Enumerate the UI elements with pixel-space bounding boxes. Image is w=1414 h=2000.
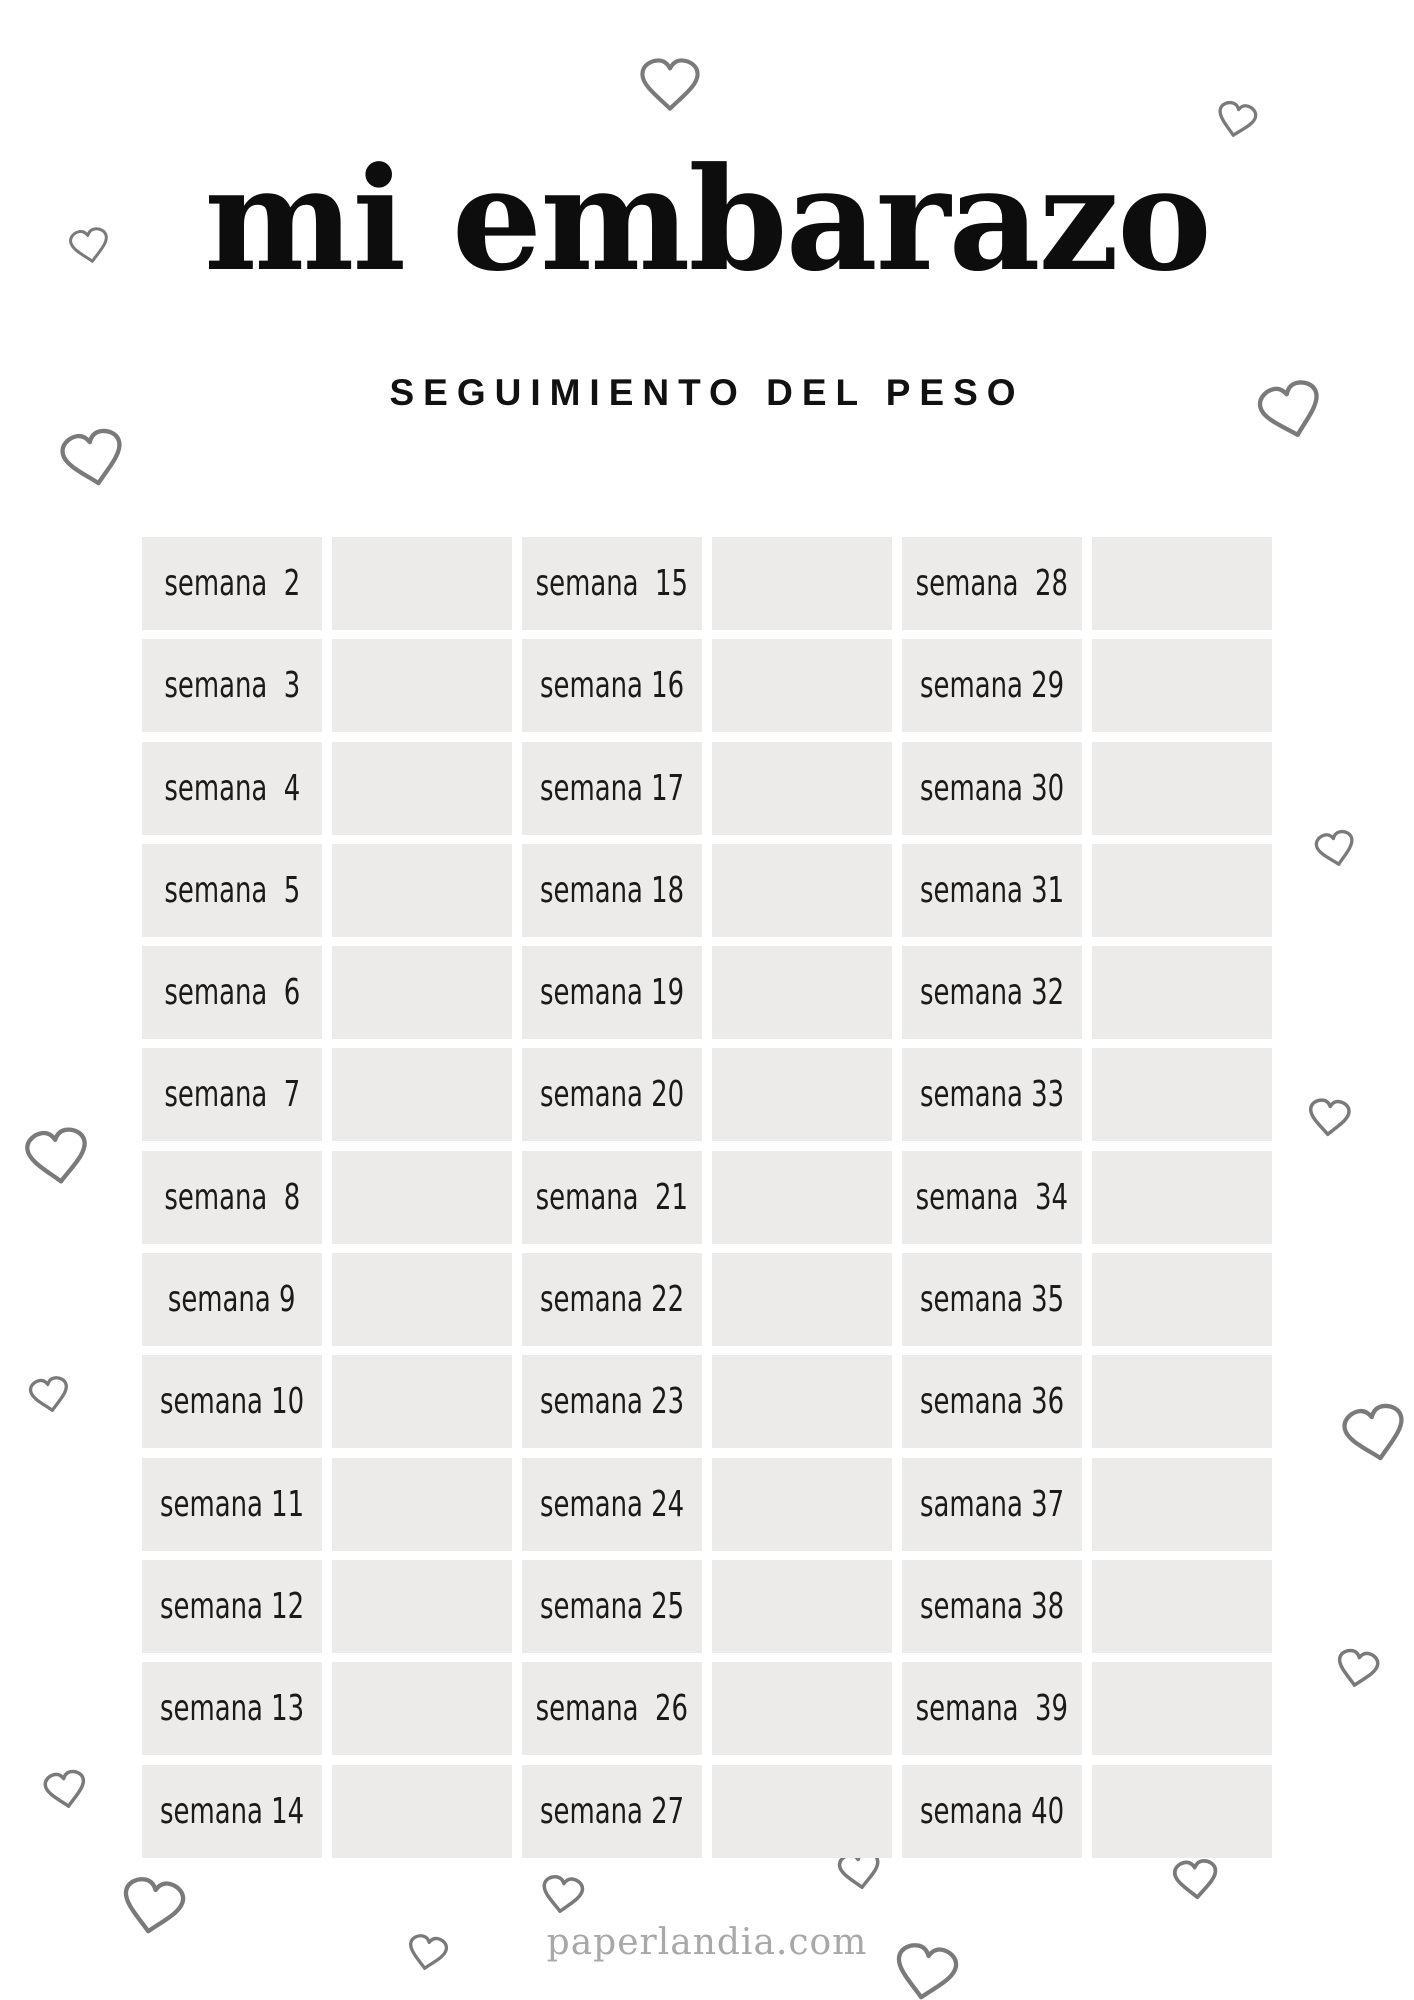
week-label-cell [902,1458,1082,1551]
weight-entry-cell[interactable] [712,1048,892,1141]
heart-icon [1336,1649,1380,1689]
week-label-cell [522,1048,702,1141]
week-label: semana 24 [539,1483,685,1525]
week-label-cell [522,1458,702,1551]
website-footer[interactable]: paperlandia.com [546,1922,868,1963]
week-label-cell [142,1048,322,1141]
heart-icon [1174,1860,1218,1899]
weight-entry-cell[interactable] [332,1253,512,1346]
week-label: semana 35 [919,1279,1065,1321]
week-label-cell [522,1765,702,1858]
week-label-cell [142,946,322,1039]
weight-entry-cell[interactable] [1092,1560,1272,1653]
weight-entry-cell[interactable] [712,1355,892,1448]
weight-entry-cell[interactable] [1092,946,1272,1039]
week-label-cell [522,1662,702,1755]
week-label-cell [522,537,702,630]
week-label: semana 30 [919,767,1065,809]
weight-entry-cell[interactable] [332,1151,512,1244]
weight-entry-cell[interactable] [332,1662,512,1755]
week-label: semana 21 [535,1176,689,1218]
weight-entry-cell[interactable] [712,537,892,630]
weight-entry-cell[interactable] [712,1458,892,1551]
heart-icon [25,1127,89,1185]
week-label-cell [142,1765,322,1858]
weight-entry-cell[interactable] [712,1560,892,1653]
weight-entry-cell[interactable] [712,844,892,937]
weight-entry-cell[interactable] [712,1765,892,1858]
week-label-cell [902,742,1082,835]
weight-entry-cell[interactable] [1092,1048,1272,1141]
weight-entry-cell[interactable] [1092,639,1272,732]
weight-entry-cell[interactable] [332,1560,512,1653]
week-label: semana 20 [539,1074,685,1116]
week-label: semana 12 [159,1585,305,1627]
week-label: semana 9 [168,1279,296,1321]
week-label-cell [902,844,1082,937]
week-label: semana 29 [919,665,1065,707]
week-label: semana 19 [539,972,685,1014]
week-label-cell [142,1662,322,1755]
week-label: semana 40 [919,1790,1065,1832]
week-label: semana 33 [919,1074,1065,1116]
week-label: semana 13 [159,1688,305,1730]
week-label-cell [142,1151,322,1244]
weight-entry-cell[interactable] [332,844,512,937]
week-label: semana 28 [915,563,1069,604]
weight-entry-cell[interactable] [332,1048,512,1141]
week-label: semana 32 [919,972,1065,1014]
weight-entry-cell[interactable] [712,1151,892,1244]
week-label-cell [142,1253,322,1346]
week-label: semana 17 [539,767,685,809]
week-label: semana 6 [164,972,300,1014]
week-label-cell [522,639,702,732]
week-label-cell [902,1151,1082,1244]
weight-entry-cell[interactable] [1092,1662,1272,1755]
heart-icon [1216,101,1258,139]
weight-entry-cell[interactable] [712,1662,892,1755]
week-label: semana 34 [915,1176,1069,1218]
week-label-cell [902,639,1082,732]
week-label: semana 2 [164,563,300,604]
week-label-cell [522,1560,702,1653]
weight-entry-cell[interactable] [712,946,892,1039]
weight-entry-cell[interactable] [1092,1151,1272,1244]
heart-icon [642,60,697,108]
week-label: semana 38 [919,1585,1065,1627]
week-label-cell [142,1560,322,1653]
weight-entry-cell[interactable] [1092,1765,1272,1858]
week-label-cell [522,1253,702,1346]
week-label-cell [902,946,1082,1039]
week-label: semana 25 [539,1585,685,1627]
weight-entry-cell[interactable] [1092,537,1272,630]
week-label: samana 37 [919,1483,1065,1525]
heart-icon [1342,1403,1409,1464]
week-label: semana 31 [919,869,1065,911]
week-label-cell [902,537,1082,630]
week-label-cell [902,1560,1082,1653]
week-label: semana 22 [539,1279,685,1321]
week-label-cell [522,742,702,835]
week-label: semana 7 [164,1074,300,1116]
week-label-cell [142,639,322,732]
heart-icon [29,1376,70,1413]
week-label-cell [142,742,322,835]
week-label-cell [142,537,322,630]
weight-entry-cell[interactable] [1092,844,1272,937]
week-label: semana 26 [535,1688,689,1730]
weight-entry-cell[interactable] [1092,742,1272,835]
week-label-cell [522,946,702,1039]
week-label: semana 10 [159,1381,305,1423]
weight-entry-cell[interactable] [712,639,892,732]
weight-entry-cell[interactable] [332,537,512,630]
heart-icon [1309,1099,1350,1136]
week-label: semana 4 [164,767,300,809]
week-label-cell [522,1355,702,1448]
week-label: semana 16 [539,665,685,707]
week-label: semana 14 [159,1790,305,1832]
week-label: semana 11 [159,1483,305,1525]
week-label: semana 5 [164,869,300,911]
week-label-cell [142,844,322,937]
week-label-cell [522,1151,702,1244]
week-label-cell [902,1662,1082,1755]
weight-entry-cell[interactable] [332,1458,512,1551]
week-label: semana 15 [535,563,689,604]
week-label: semana 36 [919,1381,1065,1423]
week-label: semana 18 [539,869,685,911]
week-label: semana 3 [164,665,300,707]
week-label-cell [522,844,702,937]
week-label-cell [902,1355,1082,1448]
week-label: semana 39 [915,1688,1069,1730]
heart-icon [60,428,127,489]
weight-entry-cell[interactable] [332,1765,512,1858]
week-label-cell [142,1458,322,1551]
week-label-cell [142,1355,322,1448]
weight-tracking-table [142,537,1274,1860]
week-label: semana 27 [539,1790,685,1832]
weight-entry-cell[interactable] [712,742,892,835]
heart-icon [1315,830,1357,868]
weight-entry-cell[interactable] [1092,1253,1272,1346]
weight-entry-cell[interactable] [332,946,512,1039]
weight-entry-cell[interactable] [1092,1355,1272,1448]
week-label-cell [902,1765,1082,1858]
week-label-cell [902,1253,1082,1346]
weight-entry-cell[interactable] [1092,1458,1272,1551]
heart-icon [541,1875,584,1914]
weight-entry-cell[interactable] [332,742,512,835]
heart-icon [44,1770,88,1810]
page-title: mi embarazo [204,137,1210,303]
week-label-cell [902,1048,1082,1141]
week-label: semana 8 [164,1176,300,1218]
weight-entry-cell[interactable] [332,1355,512,1448]
weight-entry-cell[interactable] [332,639,512,732]
page-subtitle: SEGUIMIENTO DEL PESO [389,372,1025,413]
week-label: semana 23 [539,1381,685,1423]
weight-entry-cell[interactable] [712,1253,892,1346]
